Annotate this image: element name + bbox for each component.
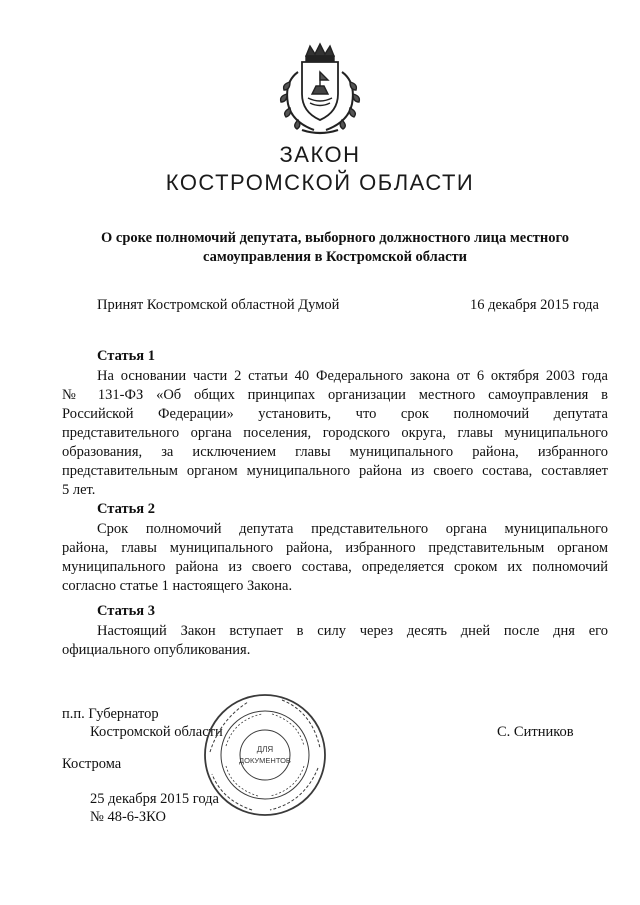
governor-title: п.п. Губернатор bbox=[62, 706, 159, 722]
article-heading: Статья 2 bbox=[97, 501, 155, 517]
article-text bbox=[62, 622, 608, 660]
article-line: образования, за исключением главы муниципального района, избранного bbox=[62, 444, 608, 460]
law-title-line: О сроке полномочий депутата, выборного должностного лица местного bbox=[101, 230, 569, 246]
adoption-body: Принят Костромской областной Думой bbox=[97, 297, 340, 313]
law-heading: ЗАКОН bbox=[279, 142, 361, 167]
article-line: согласно статье 1 настоящего Закона. bbox=[62, 578, 293, 594]
article-line: Срок полномочий депутата представительного органа муниципального bbox=[97, 521, 608, 537]
signing-date: 25 декабря 2015 года bbox=[90, 791, 219, 807]
article-line: муниципального района из своего состава, определяется сроком их полномочий bbox=[62, 559, 608, 575]
law-title bbox=[70, 229, 600, 267]
governor-name: С. Ситников bbox=[497, 724, 574, 740]
stamp-line: ДОКУМЕНТОВ bbox=[239, 756, 291, 765]
article-line: района, главы муниципального района, избранного представительным органом bbox=[62, 540, 608, 556]
article-line: 5 лет. bbox=[62, 482, 96, 498]
stamp-line: ДЛЯ bbox=[256, 745, 274, 754]
article-line: На основании части 2 статьи 40 Федерального закона от 6 октября 2003 года bbox=[97, 368, 608, 384]
official-stamp-icon bbox=[200, 690, 330, 820]
article-line: № 131-ФЗ «Об общих принципах организации местного самоуправления в bbox=[62, 387, 608, 403]
article-line: Российской Федерации» установить, что срок полномочий депутата bbox=[62, 406, 608, 422]
article-heading: Статья 1 bbox=[97, 348, 155, 364]
article-text bbox=[62, 367, 608, 500]
article-line: Настоящий Закон вступает в силу через десять дней после дня его bbox=[97, 623, 608, 639]
article-text bbox=[62, 520, 608, 596]
governor-region: Костромской области bbox=[90, 724, 223, 740]
coat-of-arms-icon bbox=[268, 42, 372, 138]
article-heading: Статья 3 bbox=[97, 603, 155, 619]
law-number: № 48-6-ЗКО bbox=[90, 809, 166, 825]
article-line: представительного органа поселения, городского округа, главы муниципального bbox=[62, 425, 608, 441]
article-line: официального опубликования. bbox=[62, 642, 251, 658]
adoption-date: 16 декабря 2015 года bbox=[470, 297, 599, 313]
region-heading: КОСТРОМСКОЙ ОБЛАСТИ bbox=[165, 170, 475, 195]
signing-city: Кострома bbox=[62, 756, 122, 772]
law-title-line: самоуправления в Костромской области bbox=[203, 249, 467, 265]
article-line: представительным органом муниципального района из своего состава, составляет bbox=[62, 463, 608, 479]
